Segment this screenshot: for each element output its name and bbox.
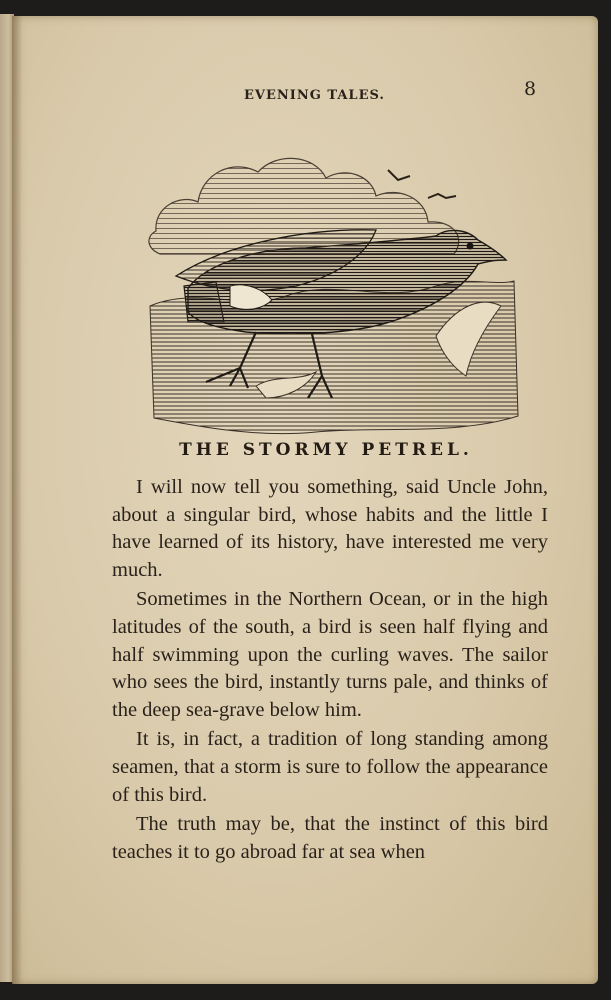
page-gutter-shadow xyxy=(12,16,22,984)
paragraph: The truth may be, that the instinct of this bird teaches it to go abroad far at sea when xyxy=(112,813,548,863)
body-text xyxy=(112,474,548,868)
stormy-petrel-engraving xyxy=(136,136,520,436)
distant-bird xyxy=(428,194,456,198)
page-number: 8 xyxy=(524,78,537,100)
petrel-eye xyxy=(467,243,474,250)
distant-bird xyxy=(388,170,410,180)
book-page xyxy=(12,16,598,984)
illustration-caption: THE STORMY PETREL. xyxy=(179,440,473,460)
paragraph: Sometimes in the Northern Ocean, or in the high latitudes of the south, a bird is seen half flying and half swimming upon the curling waves. The sailor who sees the bird, instantly turns pale, and thinks of the deep sea-grave below him. xyxy=(112,588,548,721)
paragraph: I will now tell you something, said Uncle John, about a singular bird, whose habits and the little I have learned of its history, have interested me very much. xyxy=(112,476,548,581)
paragraph: It is, in fact, a tradition of long standing among seamen, that a storm is sure to follow the appearance of this bird. xyxy=(112,728,548,806)
running-title: EVENING TALES. xyxy=(244,88,385,103)
